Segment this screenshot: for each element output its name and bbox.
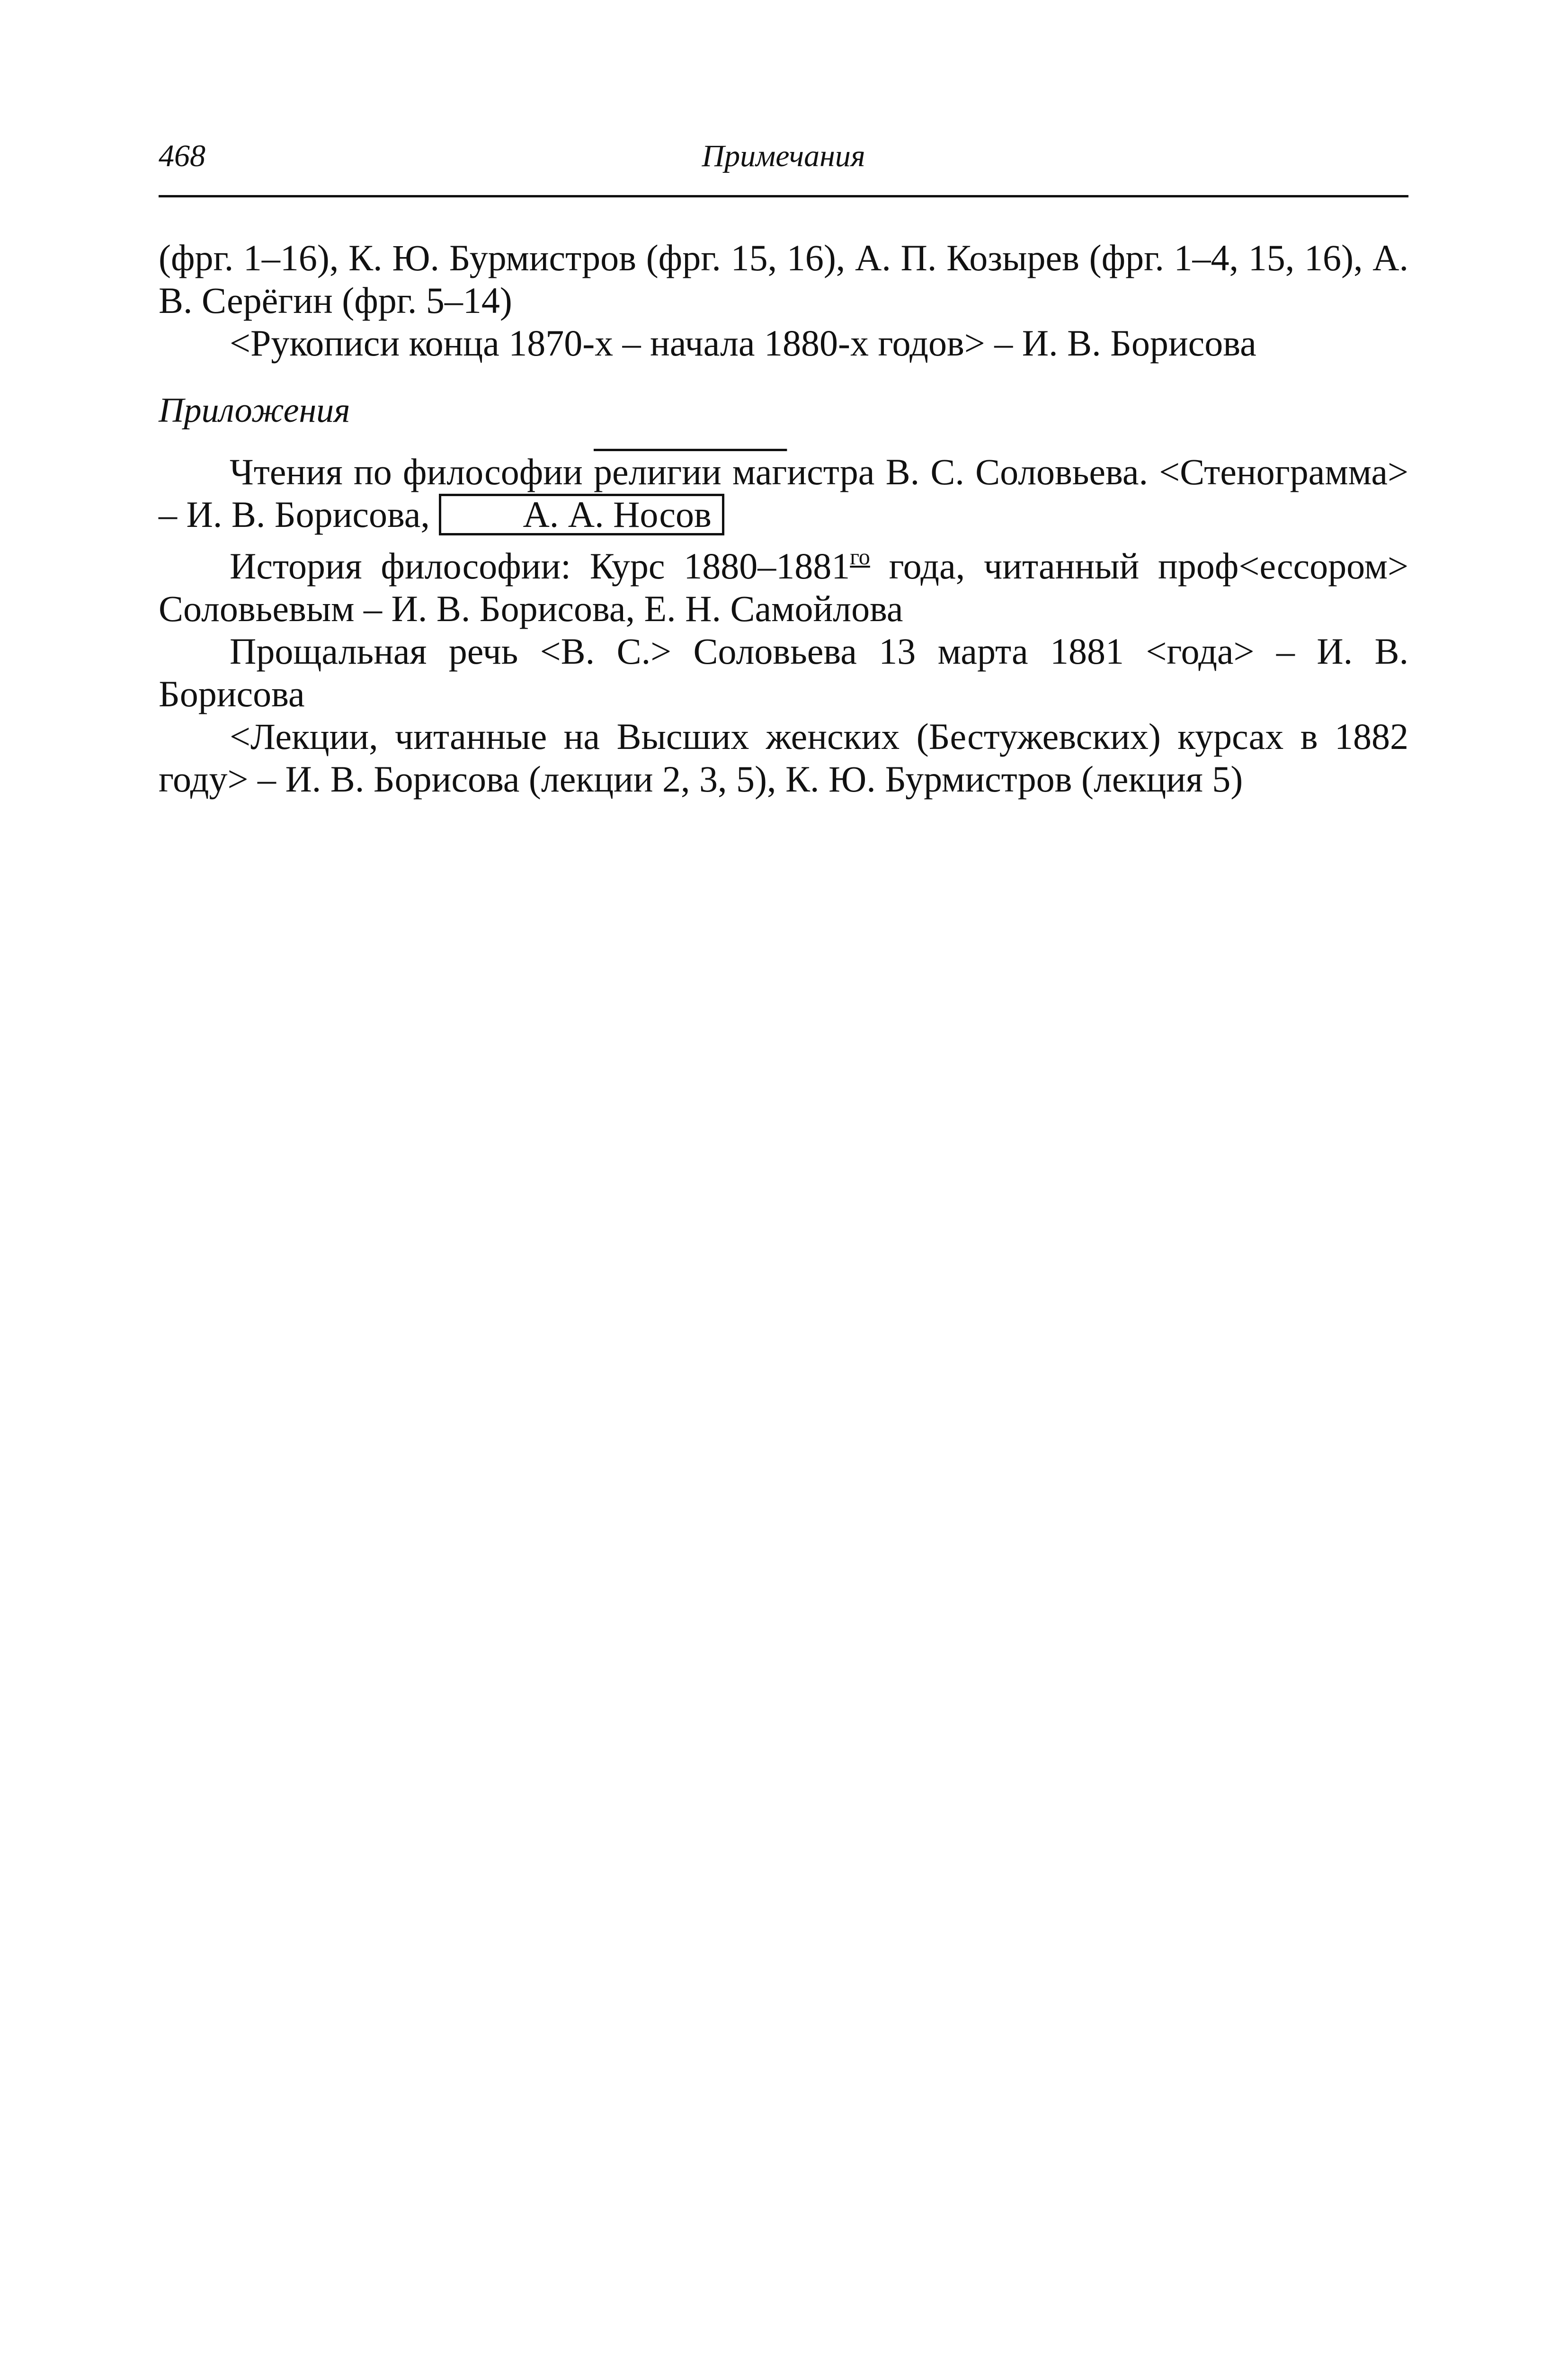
section-title-appendices: Приложения (159, 391, 350, 430)
paragraph-readings (159, 451, 1408, 536)
ordinal-superscript: го (850, 544, 870, 570)
readings-text-start: Чтения по философии (230, 451, 594, 492)
running-title: Примечания (702, 139, 865, 173)
readings-text-end: истра В. С. Соловьева. <Стенограмма> – И. В. Борисова, (159, 451, 1409, 535)
paragraph-manuscripts: <Рукописи конца 1870-х – начала 1880-х годов> – И. В. Борисова (230, 322, 1256, 364)
paragraph-lectures: <Лекции, читанные на Высших женских (Бестужевских) курсах в 1882 году> – И. В. Борисова (лекции 2, 3, 5), К. Ю. Бурмистров (лекция 5) (159, 716, 1408, 800)
page-number: 468 (159, 139, 205, 173)
boxed-name: А. А. Носов (439, 494, 724, 535)
history-text-start: История философии: Курс 1880–1881 (230, 545, 850, 587)
page-header (159, 135, 1408, 178)
paragraph-farewell: Прощальная речь <В. С.> Соловьева 13 марта 1881 <года> – И. В. Борисова (159, 631, 1408, 714)
header-rule (159, 195, 1408, 197)
overlined-text: религии маг (593, 451, 787, 492)
history-text-end: года, читанный проф<ессором> Соловьевым – И. В. Борисова, Е. Н. Самойлова (159, 545, 1408, 629)
paragraph-history (159, 536, 1408, 630)
notes-body (159, 237, 1408, 801)
paragraph-continuation: (фрг. 1–16), К. Ю. Бурмистров (фрг. 15, 16), А. П. Козырев (фрг. 1–4, 15, 16), А. В. Серёгин (фрг. 5–14) (159, 237, 1408, 321)
